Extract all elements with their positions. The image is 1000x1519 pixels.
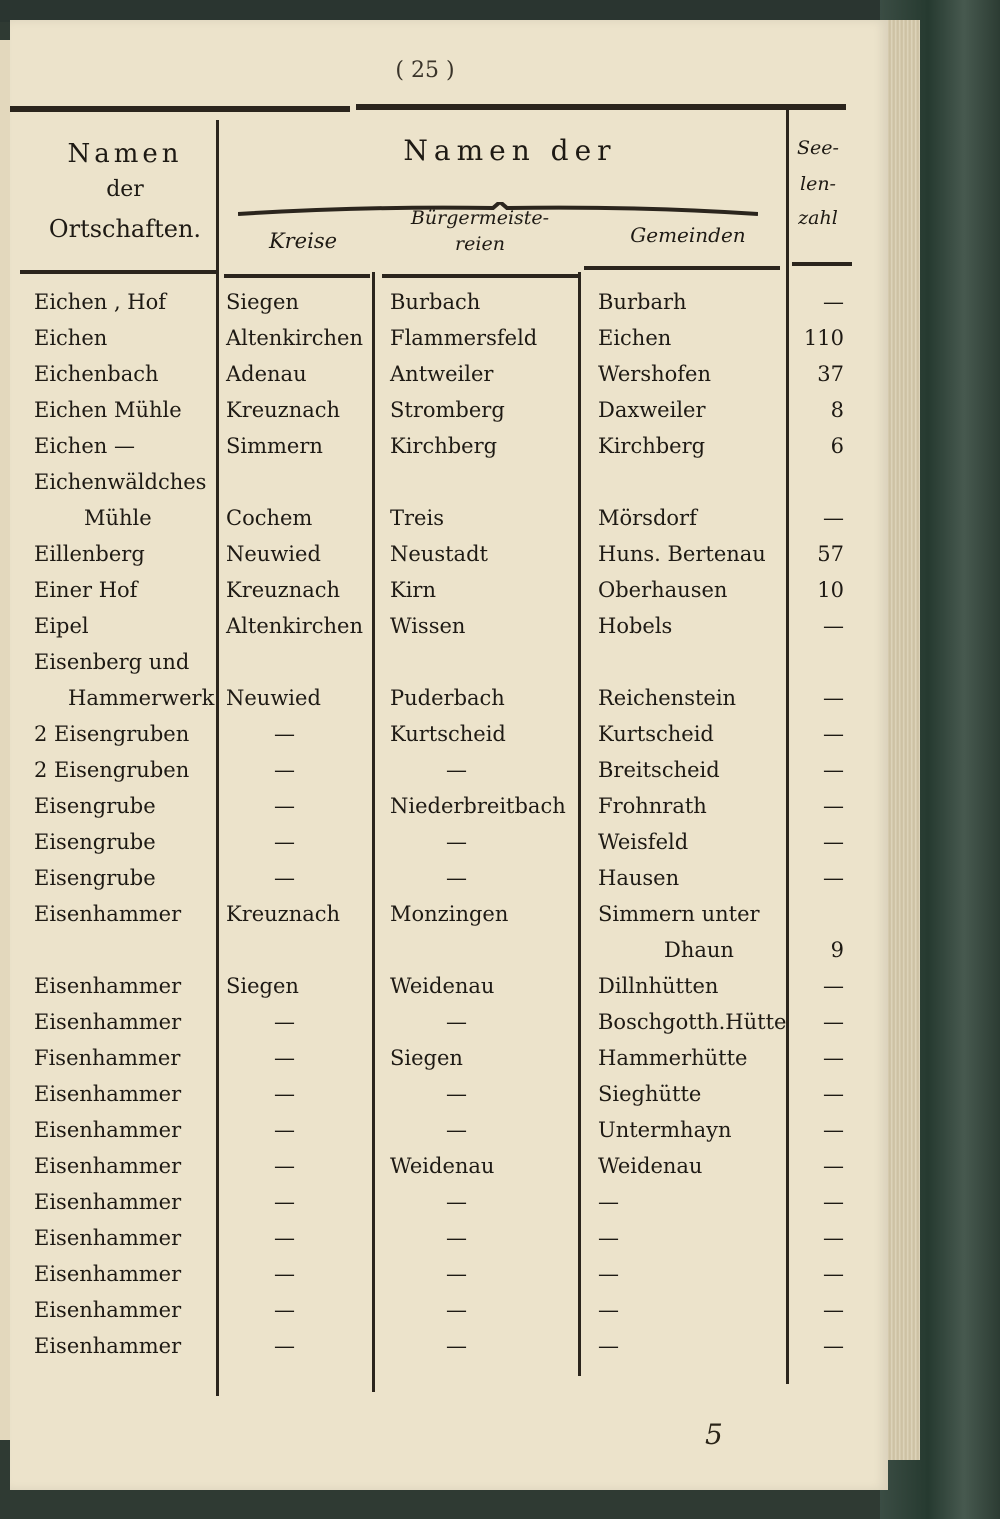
seelenzahl-cell: — [823,794,844,818]
seelenzahl-cell: — [823,290,844,314]
kreis-cell: Adenau [226,362,307,386]
kreis-cell: Altenkirchen [226,326,363,350]
seelenzahl-cell: — [823,506,844,530]
gemeinde-cell: Kirchberg [598,434,706,458]
ortschaft-cell: Eisenhammer [34,1190,182,1214]
buergermeisterei-cell: — [446,1262,467,1286]
kreis-cell: Kreuznach [226,902,341,926]
col-divider-3 [578,272,581,1376]
ortschaft-cell: Mühle [84,506,152,530]
page-number: ( 25 ) [395,58,455,83]
kreis-cell: — [274,866,295,890]
buergermeisterei-cell: Neustadt [390,542,488,566]
buergermeisterei-cell: — [446,1010,467,1034]
seelenzahl-cell: — [823,1226,844,1250]
kreis-cell: — [274,1010,295,1034]
buergermeisterei-cell: Antweiler [390,362,494,386]
buergermeisterei-cell: Wissen [390,614,466,638]
header-rule-col5 [792,262,852,266]
kreis-cell: Altenkirchen [226,614,363,638]
kreis-cell: — [274,1262,295,1286]
kreis-cell: Cochem [226,506,313,530]
header-rule-col4 [584,266,780,270]
header-seelen-2: len- [800,173,836,195]
gemeinde-cell: Weisfeld [598,830,689,854]
ortschaft-cell: Eisengrube [34,794,156,818]
seelenzahl-cell: — [823,1154,844,1178]
header-namen: Namen [67,139,183,169]
buergermeisterei-cell: Kirchberg [390,434,498,458]
gemeinde-cell: — [598,1262,619,1286]
header-seelen-1: See- [797,137,839,159]
buergermeisterei-cell: — [446,1190,467,1214]
gemeinde-cell: Daxweiler [598,398,706,422]
ortschaft-cell: Eillenberg [34,542,145,566]
kreis-cell: — [274,794,295,818]
gemeinde-cell: Mörsdorf [598,506,697,530]
seelenzahl-cell: — [823,1190,844,1214]
seelenzahl-cell: 110 [803,326,844,350]
ortschaft-cell: Eisenhammer [34,902,182,926]
buergermeisterei-cell: Puderbach [390,686,505,710]
seelenzahl-cell: — [823,830,844,854]
buergermeisterei-cell: Kurtscheid [390,722,506,746]
ortschaft-cell: Einer Hof [34,578,138,602]
gemeinde-cell: Simmern unter [598,902,760,926]
seelenzahl-cell: — [823,614,844,638]
ortschaft-cell: Fisenhammer [34,1046,181,1070]
header-gemeinden: Gemeinden [630,223,746,247]
seelenzahl-cell: 57 [817,542,844,566]
gemeinde-cell: Reichenstein [598,686,737,710]
kreis-cell: Simmern [226,434,323,458]
buergermeisterei-cell: Weidenau [390,974,495,998]
seelenzahl-cell: — [823,1010,844,1034]
ortschaft-cell: 2 Eisengruben [34,758,190,782]
header-buergermeistereien-2: reien [455,233,505,255]
kreis-cell: — [274,830,295,854]
header-namen-der: Namen der [403,134,617,167]
kreis-cell: — [274,1190,295,1214]
book-page [10,20,888,1490]
seelenzahl-cell: — [823,1082,844,1106]
kreis-cell: — [274,1226,295,1250]
header-der: der [106,177,144,202]
kreis-cell: — [274,1334,295,1358]
gemeinde-cell: Breitscheid [598,758,720,782]
kreis-cell: Siegen [226,290,299,314]
header-seelen-3: zahl [798,207,838,229]
gemeinde-cell: Weidenau [598,1154,703,1178]
ortschaft-cell: Eisenhammer [34,974,182,998]
kreis-cell: Neuwied [226,686,321,710]
buergermeisterei-cell: Stromberg [390,398,505,422]
seelenzahl-cell: — [823,866,844,890]
top-rule-right [356,104,846,110]
seelenzahl-cell: 9 [830,938,844,962]
header-rule-col3 [382,274,578,278]
ortschaft-cell: Eisenhammer [34,1298,182,1322]
col-divider-2 [372,272,375,1392]
signature-mark: 5 [705,1418,723,1451]
ortschaft-cell: Eisenhammer [34,1082,182,1106]
gemeinde-cell: Sieghütte [598,1082,702,1106]
buergermeisterei-cell: — [446,1334,467,1358]
gemeinde-cell: Untermhayn [598,1118,732,1142]
header-buergermeistereien-1: Bürgermeiste- [410,207,550,229]
buergermeisterei-cell: Treis [390,506,444,530]
ortschaft-cell: Eipel [34,614,89,638]
ortschaft-cell: Eichenbach [34,362,159,386]
seelenzahl-cell: — [823,1118,844,1142]
ortschaft-cell: Eichen Mühle [34,398,182,422]
col-divider-4 [786,110,789,1384]
kreis-cell: — [274,1118,295,1142]
gemeinde-cell: Wershofen [598,362,712,386]
ortschaft-cell: Eisenberg und [34,650,190,674]
gemeinde-cell: Burbarh [598,290,687,314]
header-rule-col2 [224,274,370,278]
ortschaft-cell: Eisengrube [34,866,156,890]
gemeinde-cell: — [598,1298,619,1322]
header-kreise: Kreise [268,229,338,253]
kreis-cell: Siegen [226,974,299,998]
gemeinde-cell: Dhaun [664,938,734,962]
buergermeisterei-cell: Weidenau [390,1154,495,1178]
kreis-cell: Kreuznach [226,398,341,422]
buergermeisterei-cell: Kirn [390,578,436,602]
gemeinde-cell: Frohnrath [598,794,707,818]
ortschaft-cell: Eichen , Hof [34,290,167,314]
buergermeisterei-cell: — [446,866,467,890]
kreis-cell: — [274,722,295,746]
gemeinde-cell: Dillnhütten [598,974,719,998]
kreis-cell: Neuwied [226,542,321,566]
ortschaft-cell: Eisenhammer [34,1334,182,1358]
seelenzahl-cell: 10 [817,578,844,602]
buergermeisterei-cell: — [446,1082,467,1106]
top-rule-left [10,106,350,112]
buergermeisterei-cell: Flammersfeld [390,326,538,350]
kreis-cell: — [274,1082,295,1106]
buergermeisterei-cell: — [446,758,467,782]
seelenzahl-cell: 6 [830,434,844,458]
gemeinde-cell: Oberhausen [598,578,728,602]
seelenzahl-cell: — [823,1262,844,1286]
seelenzahl-cell: — [823,722,844,746]
buergermeisterei-cell: Burbach [390,290,481,314]
seelenzahl-cell: — [823,758,844,782]
ortschaft-cell: Eichen — [34,434,135,458]
ortschaft-cell: Eisenhammer [34,1010,182,1034]
buergermeisterei-cell: — [446,830,467,854]
gemeinde-cell: Eichen [598,326,672,350]
ortschaft-cell: Eichenwäldches [34,470,207,494]
kreis-cell: — [274,758,295,782]
kreis-cell: — [274,1046,295,1070]
ortschaft-cell: Eichen [34,326,108,350]
seelenzahl-cell: — [823,1298,844,1322]
seelenzahl-cell: 37 [817,362,844,386]
kreis-cell: Kreuznach [226,578,341,602]
top-dark-band [0,0,1000,22]
gemeinde-cell: — [598,1190,619,1214]
ortschaft-cell: Eisenhammer [34,1154,182,1178]
ortschaft-cell: Eisenhammer [34,1226,182,1250]
gemeinde-cell: Boschgotth.Hütte [598,1010,787,1034]
buergermeisterei-cell: — [446,1118,467,1142]
gemeinde-cell: Hausen [598,866,680,890]
gemeinde-cell: Hammerhütte [598,1046,748,1070]
gemeinde-cell: — [598,1226,619,1250]
seelenzahl-cell: 8 [830,398,844,422]
seelenzahl-cell: — [823,1334,844,1358]
gemeinde-cell: — [598,1334,619,1358]
kreis-cell: — [274,1154,295,1178]
col-divider-1 [216,120,219,1396]
ortschaft-cell: Eisenhammer [34,1262,182,1286]
kreis-cell: — [274,1298,295,1322]
seelenzahl-cell: — [823,1046,844,1070]
buergermeisterei-cell: Monzingen [390,902,509,926]
ortschaft-cell: Eisenhammer [34,1118,182,1142]
header-rule-col1 [20,270,216,274]
seelenzahl-cell: — [823,686,844,710]
ortschaft-cell: Eisengrube [34,830,156,854]
buergermeisterei-cell: — [446,1226,467,1250]
buergermeisterei-cell: — [446,1298,467,1322]
gemeinde-cell: Hobels [598,614,673,638]
header-ortschaften: Ortschaften. [48,215,202,243]
buergermeisterei-cell: Siegen [390,1046,463,1070]
ortschaft-cell: 2 Eisengruben [34,722,190,746]
ortschaft-cell: Hammerwerk [68,686,215,710]
buergermeisterei-cell: Niederbreitbach [390,794,566,818]
gemeinde-cell: Kurtscheid [598,722,714,746]
seelenzahl-cell: — [823,974,844,998]
gemeinde-cell: Huns. Bertenau [598,542,766,566]
